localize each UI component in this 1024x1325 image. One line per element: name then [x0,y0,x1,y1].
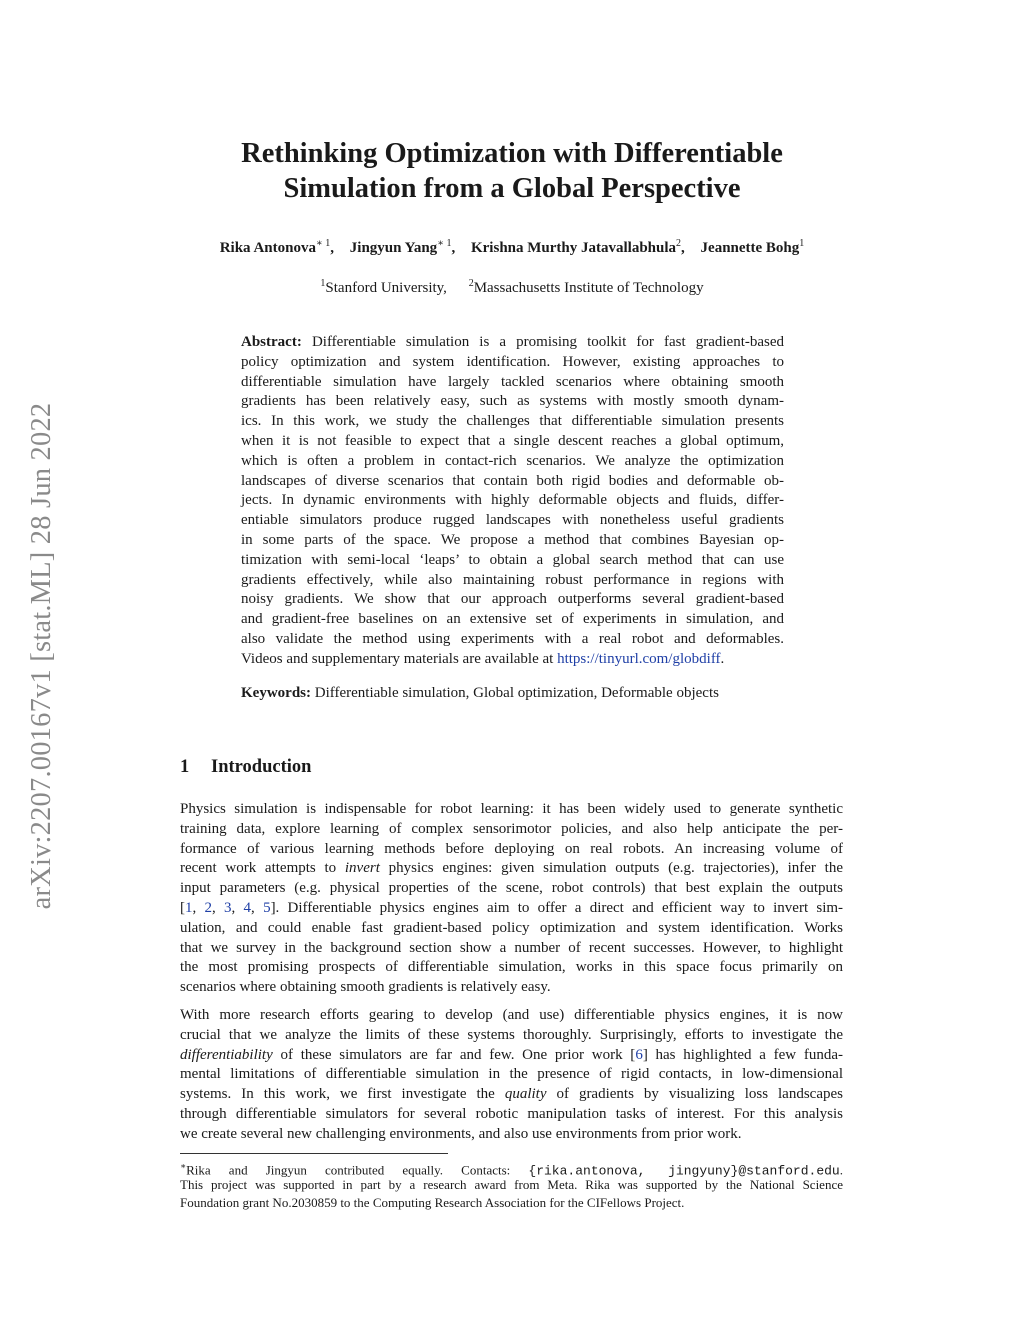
footnote [180,1157,843,1213]
title-line-2: Simulation from a Global Perspective [283,173,741,204]
abstract-label: Abstract: [241,334,302,350]
author-mark: 2 [676,238,682,249]
abstract-line: landscapes of diverse scenarios that contain both rigid bodies and deformable ob- [241,472,784,489]
abstract-line: gradients effectively, while also maintaining robust performance in regions with [241,571,784,588]
abstract-line: policy optimization and system identification. However, existing approaches to [241,353,784,370]
contact-email: {rika.antonova, jingyuny}@stanford.edu [528,1163,840,1179]
abstract-line: ics. In this work, we study the challenges that differentiable simulation presents [241,413,784,430]
footnote-line: ∗Rika and Jingyun contributed equally. Contacts: {rika.antonova, jingyuny}@stanford.edu. [180,1161,843,1179]
citation-link[interactable]: 4 [243,899,252,916]
body-line: With more research efforts gearing to develop (and use) differentiable physics engines, it is now [180,1007,843,1023]
paper-title [150,136,874,206]
author-sep: , [681,240,685,256]
abstract-line: also validate the method using experiments with a real robot and deformables. [241,630,784,647]
arxiv-stamp-text: arXiv:2207.00167v1 [stat.ML] 28 Jun 2022 [26,402,57,910]
author-mark: ∗ 1 [315,238,331,249]
footnote-line: This project was supported in part by a research award from Meta. Rika was supported by the National Science [180,1176,843,1192]
intro-paragraph-1 [180,800,843,998]
abstract [241,333,784,670]
abstract-line: when it is not feasible to expect that a single descent reaches a global optimum, [241,432,784,449]
section-title: Introduction [211,757,312,777]
body-line: [1, 2, 3, 4, 5]. Differentiable physics engines aim to offer a direct and efficient way to invert sim- [180,899,844,916]
citation-link[interactable]: 1 [185,899,193,916]
body-line: formance of various learning methods before deploying on real robots. An increasing volume of [180,840,843,857]
project-url-link[interactable]: https://tinyurl.com/globdiff [557,650,721,667]
footnote-mark: ∗ [180,1161,187,1171]
affiliation-name: Massachusetts Institute of Technology [473,280,704,296]
body-line: systems. In this work, we first investigate the quality of gradients by visualizing loss landscapes [180,1086,843,1103]
abstract-line: which is often a problem in contact-rich scenarios. We analyze the optimization [241,452,784,469]
author-name: Jingyun Yang [349,240,438,256]
keywords [241,685,801,702]
intro-paragraph-2 [180,1006,843,1145]
keywords-text: Differentiable simulation, Global optimization, Deformable objects [314,685,719,701]
body-line: input parameters (e.g. physical properties of the scene, robot controls) that best explain the outputs [180,880,843,897]
abstract-line: differentiable simulation have largely tackled scenarios where obtaining smooth [241,373,784,390]
abstract-line: gradients has been relatively easy, such as systems with mostly smooth dynam- [241,393,784,410]
affiliation-mark: 1 [320,278,326,289]
body-line: crucial that we analyze the limits of these systems thoroughly. Surprisingly, efforts to investigate the [180,1026,843,1043]
author-name: Krishna Murthy Jatavallabhula [470,240,677,256]
body-line: scenarios where obtaining smooth gradients is relatively easy. [180,979,551,996]
section-heading [180,757,311,778]
author-mark: 1 [799,238,805,249]
body-line: ulation, and could enable fast gradient-based policy optimization and system identification. Works [180,919,843,936]
keywords-label: Keywords: [241,685,311,701]
body-line: differentiability of these simulators are far and few. One prior work [6] has highlighted a few funda- [180,1046,844,1063]
body-line: that we survey in the background section show a number of recent successes. However, to highlight [180,939,843,956]
affiliation-mark: 2 [468,278,474,289]
body-line: training data, explore learning of complex sensorimotor policies, and also help anticipate the per- [180,820,843,837]
abstract-line: entiable simulators produce rugged landscapes with nonetheless useful gradients [241,512,784,529]
abstract-line: in some parts of the space. We propose a method that combines Bayesian op- [241,531,784,548]
author-mark: ∗ 1 [437,238,452,249]
footnote-rule [180,1153,448,1154]
abstract-line: and gradient-free baselines on an extensive set of experiments in simulation, and [241,611,784,628]
title-line-1: Rethinking Optimization with Differentiable [241,138,783,169]
affiliation-name: Stanford University, [325,280,447,296]
body-line: through differentiable simulators for several robotic manipulation tasks of interest. For this analysis [180,1105,843,1122]
author-list [120,238,904,257]
author-name: Jeannette Bohg [700,240,800,256]
author-sep: , [451,240,456,256]
abstract-line: Videos and supplementary materials are available at https://tinyurl.com/globdiff. [241,650,725,667]
abstract-line: Abstract: Differentiable simulation is a promising toolkit for fast gradient-based [241,334,785,350]
body-line: the most promising prospects of differentiable simulation, works in this space focus primarily on [180,959,843,976]
body-line: Physics simulation is indispensable for robot learning: it has been widely used to generate synthetic [180,801,843,817]
body-line: recent work attempts to invert physics engines: given simulation outputs (e.g. trajectories), infer the [180,860,843,877]
citation-link[interactable]: 6 [635,1046,643,1063]
abstract-line: jects. In dynamic environments with highly deformable objects and fluids, differ- [241,492,784,509]
body-line: we create several new challenging environments, and also use environments from prior work. [180,1125,742,1142]
body-line: mental limitations of differentiable simulation in the presence of rigid contacts, in low-dimensional [180,1066,843,1083]
abstract-line: noisy gradients. We show that our approach outperforms several gradient-based [241,591,784,608]
footnote-line: Foundation grant No.2030859 to the Computing Research Association for the CIFellows Project. [180,1195,685,1211]
citation-link[interactable]: 5 [263,899,271,916]
citation-link[interactable]: 2 [204,899,213,916]
abstract-line: timization with semi-local ‘leaps’ to obtain a global search method that can use [241,551,784,568]
section-number: 1 [180,757,190,777]
author-name: Rika Antonova [219,240,316,256]
citation-link[interactable]: 3 [224,899,232,916]
author-sep: , [330,240,335,256]
affiliation-list [150,278,874,297]
